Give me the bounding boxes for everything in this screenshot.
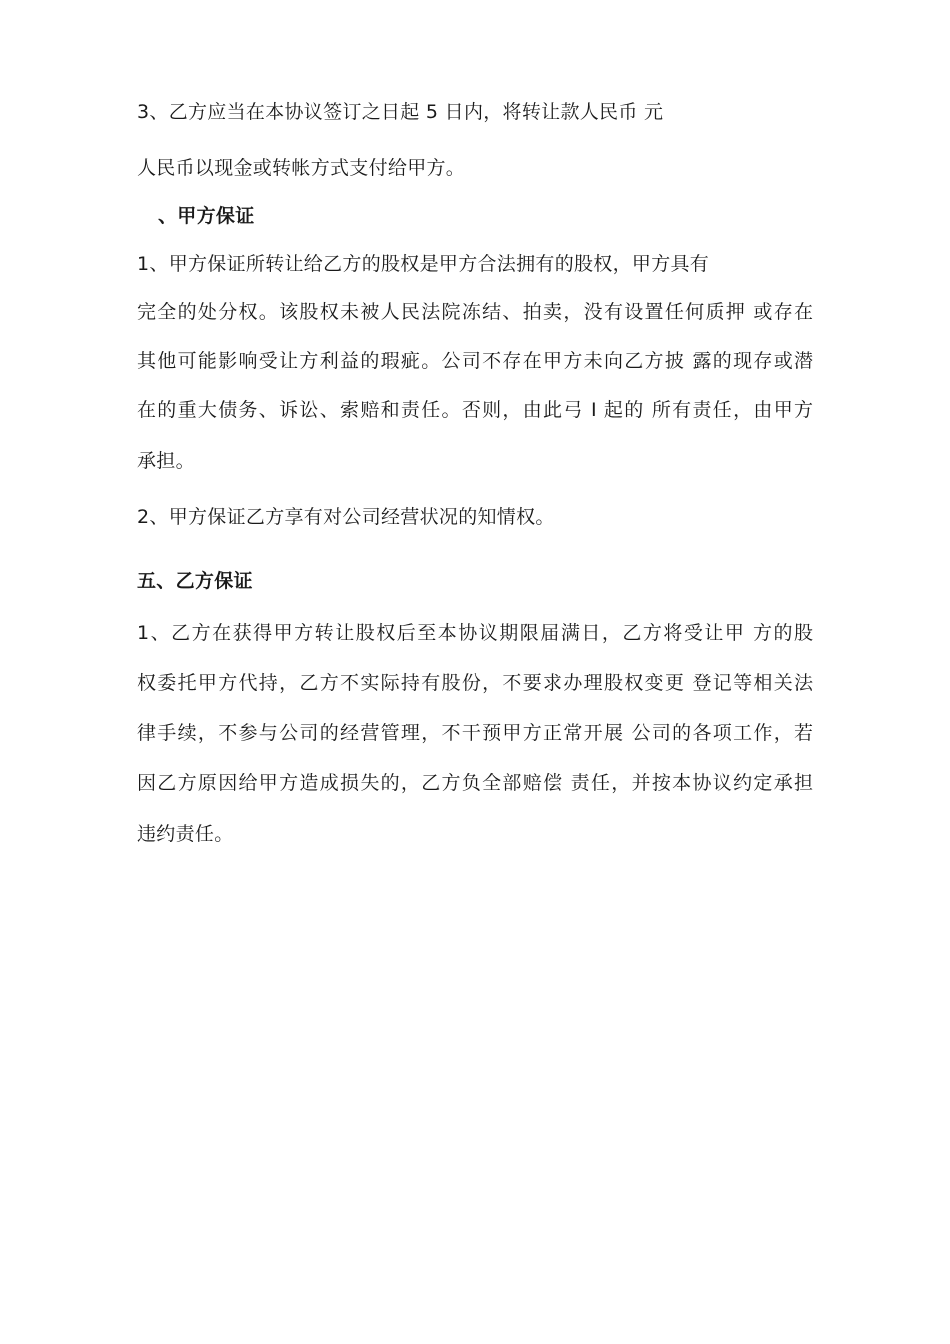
party-b-item1-line-4: 因乙方原因给甲方造成损失的，乙方负全部赔偿 责任，并按本协议约定承担: [137, 772, 813, 794]
party-b-item1-line-5: 违约责任。: [137, 823, 234, 845]
party-a-item1-line-5: 承担。: [137, 450, 195, 472]
party-a-item1-line-3: 其他可能影响受让方利益的瑕疵。公司不存在甲方未向乙方披 露的现存或潜: [137, 350, 813, 372]
section-heading-party-b-guarantee: 五、乙方保证: [137, 570, 253, 592]
party-b-item1-line-1: 1、乙方在获得甲方转让股权后至本协议期限届满日，乙方将受让甲 方的股: [137, 622, 813, 644]
payment-clause-line-2: 人民币以现金或转帐方式支付给甲方。: [137, 157, 466, 179]
payment-clause-line-1: 3、乙方应当在本协议签订之日起 5 日内，将转让款人民币 元: [137, 101, 664, 123]
party-a-item2: 2、甲方保证乙方享有对公司经营状况的知情权。: [137, 506, 555, 528]
party-a-item1-line-4: 在的重大债务、诉讼、索赔和责任。否则，由此弓 I 起的 所有责任，由甲方: [137, 399, 813, 421]
party-b-item1-line-3: 律手续，不参与公司的经营管理，不干预甲方正常开展 公司的各项工作，若: [137, 722, 813, 744]
party-a-item1-line-2: 完全的处分权。该股权未被人民法院冻结、拍卖，没有设置任何质押 或存在: [137, 301, 813, 323]
party-b-item1-line-2: 权委托甲方代持，乙方不实际持有股份，不要求办理股权变更 登记等相关法: [137, 672, 813, 694]
section-heading-party-a-guarantee: 、甲方保证: [158, 205, 255, 227]
party-a-item1-line-1: 1、甲方保证所转让给乙方的股权是甲方合法拥有的股权，甲方具有: [137, 253, 710, 275]
